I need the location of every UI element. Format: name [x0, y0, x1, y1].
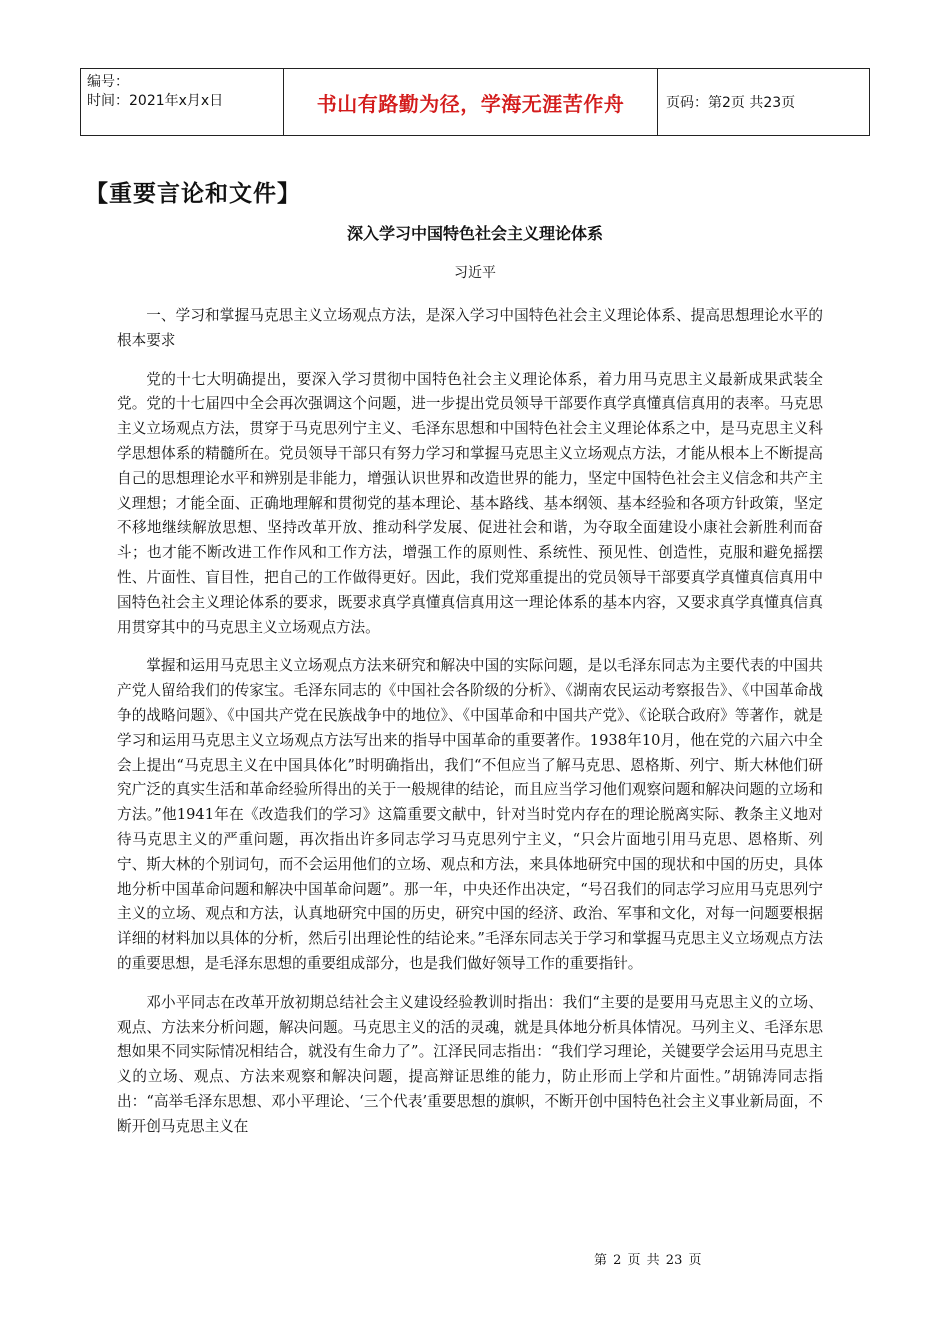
- paragraph: 党的十七大明确提出，要深入学习贯彻中国特色社会主义理论体系，着力用马克思主义最新成果武装全党。党的十七届四中全会再次强调这个问题，进一步提出党员领导干部要作真学真懂真信真用的表率。马克思主义立场观点方法，贯穿于马克思列宁主义、毛泽东思想和中国特色社会主义理论体系之中，是马克思主义科学思想体系的精髓所在。党员领导干部只有努力学习和掌握马克思主义立场观点方法，才能从根本上不断提高自己的思想理论水平和辨别是非能力，增强认识世界和改造世界的能力，坚定中国特色社会主义信念和共产主义理想；才能全面、正确地理解和贯彻党的基本理论、基本路线、基本纲领、基本经验和各项方针政策，坚定不移地继续解放思想、坚持改革开放、推动科学发展、促进社会和谐，为夺取全面建设小康社会新胜利而奋斗；也才能不断改进工作作风和工作方法，增强工作的原则性、系统性、预见性、创造性，克服和避免摇摆性、片面性、盲目性，把自己的工作做得更好。因此，我们党郑重提出的党员领导干部要真学真懂真信真用中国特色社会主义理论体系的要求，既要求真学真懂真信真用这一理论体系的基本内容，又要求真学真懂真信真用贯穿其中的马克思主义立场观点方法。: [117, 370, 823, 636]
- document-author: 习近平: [454, 265, 496, 281]
- page-footer: 第 2 页 共 23 页: [594, 1253, 702, 1268]
- paragraph: 掌握和运用马克思主义立场观点方法来研究和解决中国的实际问题，是以毛泽东同志为主要代表的中国共产党人留给我们的传家宝。毛泽东同志的《中国社会各阶级的分析》、《湖南农民运动考察报告》、《中国革命战争的战略问题》、《中国共产党在民族战争中的地位》、《中国革命和中国共产党》、《论联合政府》等著作，就是学习和运用马克思主义立场观点方法写出来的指导中国革命的重要著作。1938年10月，他在党的六届六中全会上提出“马克思主义在中国具体化”时明确指出，我们“不但应当了解马克思、恩格斯、列宁、斯大林他们研究广泛的真实生活和革命经验所得出的关于一般规律的结论，而且应当学习他们观察问题和解决问题的立场和方法。”他1941年在《改造我们的学习》这篇重要文献中，针对当时党内存在的理论脱离实际、教条主义地对待马克思主义的严重问题，再次指出许多同志学习马克思列宁主义，“只会片面地引用马克思、恩格斯、列宁、斯大林的个别词句，而不会运用他们的立场、观点和方法，来具体地研究中国的现状和中国的历史，具体地分析中国革命问题和解决中国革命问题”。那一年，中央还作出决定，“号召我们的同志学习应用马克思列宁主义的立场、观点和方法，认真地研究中国的历史，研究中国的经济、政治、军事和文化，对每一问题要根据详细的材料加以具体的分析，然后引出理论性的结论来。”毛泽东同志关于学习和掌握马克思主义立场观点方法的重要思想，是毛泽东思想的重要组成部分，也是我们做好领导工作的重要指针。: [117, 657, 823, 972]
- paragraph: 邓小平同志在改革开放初期总结社会主义建设经验教训时指出：我们“主要的是要用马克思主义的立场、观点、方法来分析问题，解决问题。马克思主义的活的灵魂，就是具体地分析具体情况。马列主义、毛泽东思想如果不同实际情况相结合，就没有生命力了”。江泽民同志指出：“我们学习理论，关键要学会运用马克思主义的立场、观点、方法来观察和解决问题，提高辩证思维的能力，防止形而上学和片面性。”胡锦涛同志指出：“高举毛泽东思想、邓小平理论、‘三个代表’重要思想的旗帜，不断开创中国特色社会主义事业新局面，不断开创马克思主义在: [117, 993, 823, 1135]
- header-page-info: 页码：第2页 共23页: [666, 95, 796, 111]
- header-motto: 书山有路勤为径，学海无涯苦作舟: [284, 69, 658, 135]
- paragraph: 一、学习和掌握马克思主义立场观点方法，是深入学习中国特色社会主义理论体系、提高思想理论水平的根本要求: [117, 307, 823, 349]
- section-heading: 【重要言论和文件】: [85, 181, 301, 207]
- date-label: 时间：2021年x月x日: [87, 93, 224, 109]
- document-title: 深入学习中国特色社会主义理论体系: [346, 224, 603, 243]
- document-header: [80, 68, 870, 136]
- document-body: [117, 304, 823, 1154]
- header-meta-cell: [81, 69, 284, 135]
- number-label: 编号：: [87, 74, 129, 90]
